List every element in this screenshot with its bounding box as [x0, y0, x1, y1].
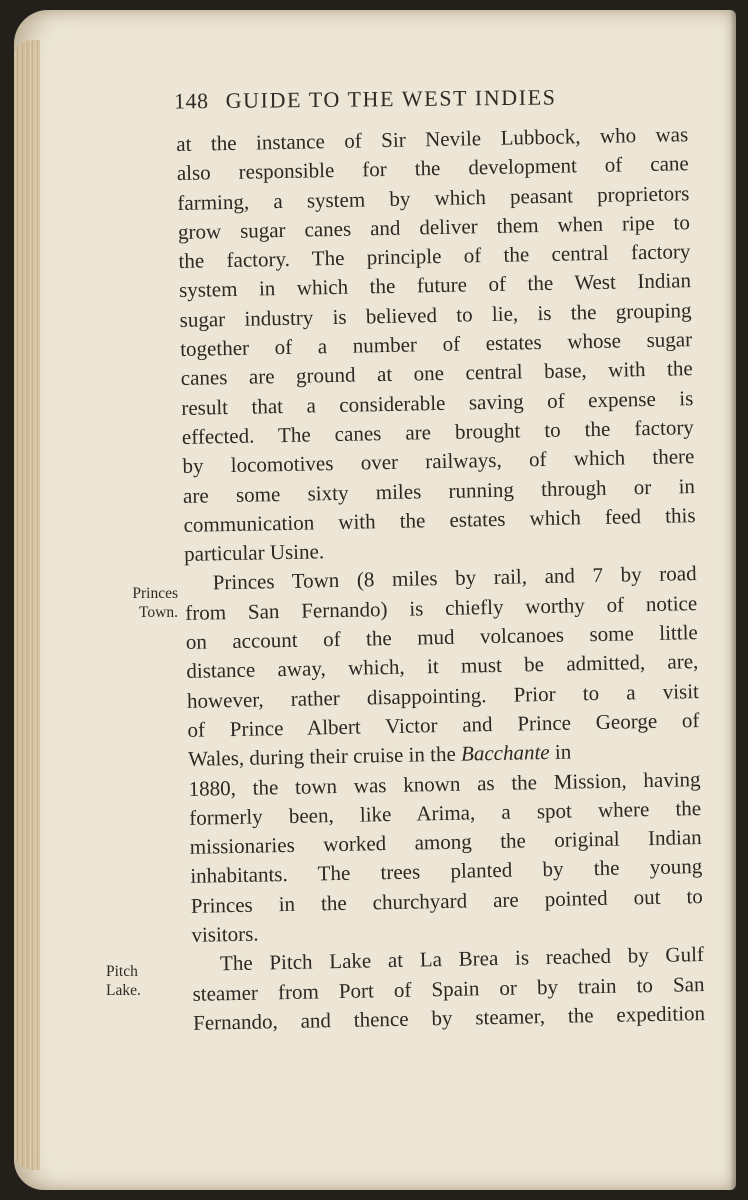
- text-line: together of a number of estates whose sugar: [179, 327, 693, 362]
- body-text: [176, 120, 705, 1038]
- text-line: The Pitch Lake at La Brea is reached by Gulf: [219, 942, 705, 976]
- running-title: GUIDE TO THE WEST INDIES: [225, 84, 557, 113]
- text-line: from San Fernando) is chiefly worthy of notice: [185, 590, 698, 625]
- text-line: at the instance of Sir Nevile Lubbock, who was: [176, 122, 689, 156]
- ship-name-italic: Bacchante: [460, 740, 550, 766]
- running-header: [174, 84, 644, 115]
- text-line: grow sugar canes and deliver them when ripe to: [177, 210, 691, 244]
- text-line: communication with the estates which feed this: [183, 502, 696, 537]
- text-line: are some sixty miles running through or in: [182, 473, 696, 508]
- gutter-shadow: [730, 10, 736, 1190]
- text-line: inhabitants. The trees planted by the young: [190, 854, 703, 889]
- text-line: by locomotives over railways, of which there: [182, 444, 695, 479]
- text-line: result that a considerable saving of expense is: [181, 385, 694, 420]
- margin-note-line: Lake.: [106, 982, 141, 999]
- text-line: Fernando, and thence by steamer, the expedition: [192, 1000, 706, 1035]
- text-line: visitors.: [191, 921, 259, 947]
- page-edge: [14, 40, 40, 1170]
- text-line: distance away, which, it must be admitted, are,: [186, 649, 699, 684]
- text-line: steamer from Port of Spain or by train to San: [192, 971, 705, 1006]
- text-line: canes are ground at one central base, with the: [180, 356, 693, 391]
- text-line: however, rather disappointing. Prior to a visit: [186, 678, 700, 713]
- text-line: missionaries worked among the original Indian: [189, 825, 702, 859]
- margin-note-pitch-lake: [106, 962, 168, 1000]
- text-line: 1880, the town was known as the Mission, having: [188, 766, 701, 801]
- text-line: Princes in the churchyard are pointed out to: [190, 883, 704, 918]
- margin-note-line: Town.: [139, 604, 178, 621]
- text-line-end: in: [549, 739, 572, 765]
- text-line: on account of the mud volcanoes some little: [185, 620, 698, 654]
- text-line: effected. The canes are brought to the factory: [181, 415, 695, 449]
- text-line: sugar industry is believed to lie, is the grouping: [179, 297, 692, 332]
- text-line: farming, a system by which peasant proprietors: [177, 180, 690, 215]
- page-number: 148: [173, 88, 209, 114]
- text-line: the factory. The principle of the central factory: [178, 239, 691, 274]
- text-line: system in which the future of the West Indian: [178, 268, 692, 303]
- text-line: of Prince Albert Victor and Prince George of: [187, 708, 700, 742]
- text-line: also responsible for the development of cane: [176, 151, 689, 186]
- margin-note-line: Princes: [132, 585, 178, 602]
- text-line-start: Wales, during their cruise in the: [187, 741, 462, 772]
- margin-note-princes-town: [112, 584, 178, 622]
- margin-note-line: Pitch: [106, 963, 138, 980]
- text-line: Princes Town (8 miles by rail, and 7 by road: [212, 561, 697, 595]
- text-line: particular Usine.: [183, 539, 325, 567]
- text-line: formerly been, like Arima, a spot where the: [188, 795, 702, 830]
